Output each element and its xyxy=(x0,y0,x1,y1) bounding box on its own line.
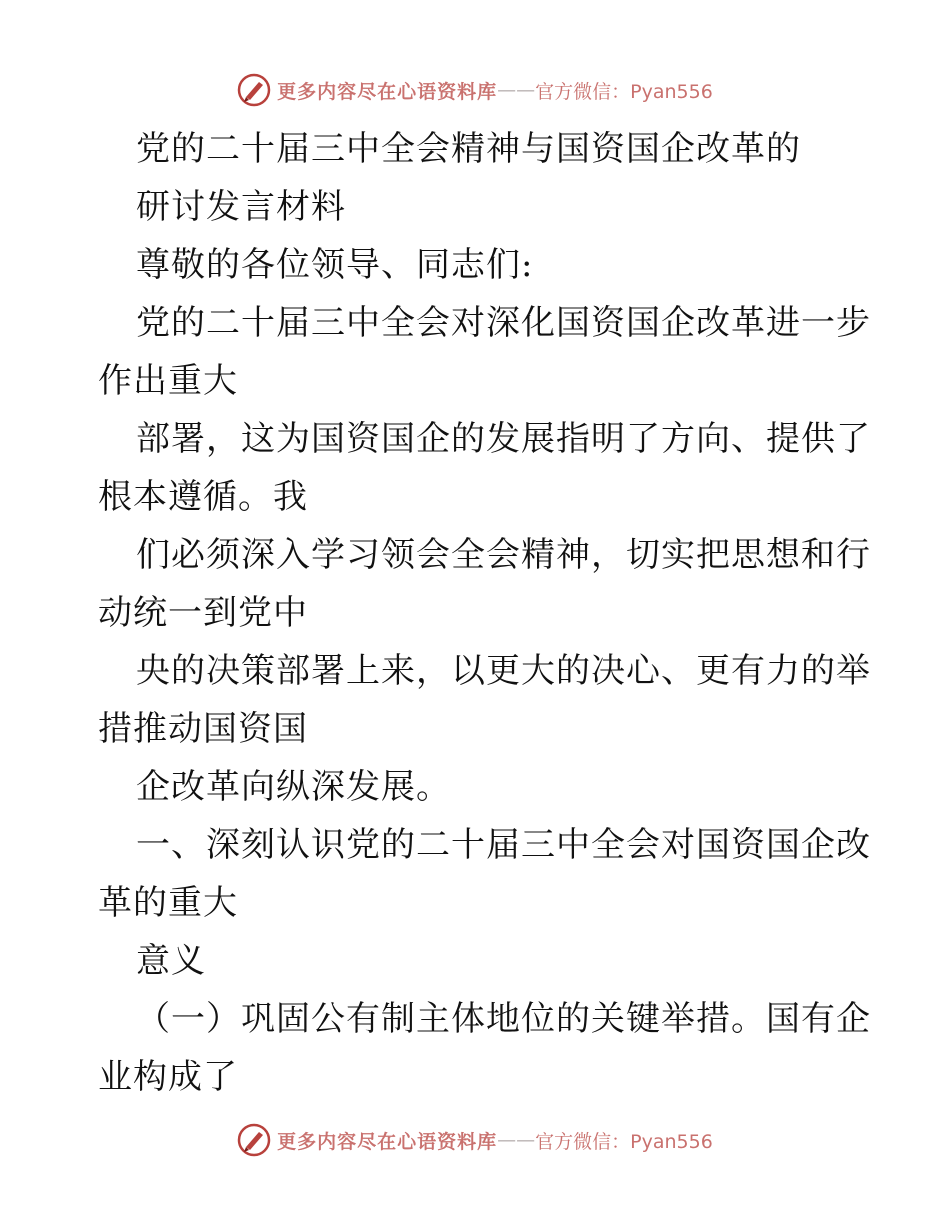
watermark-separator: —— xyxy=(497,79,536,101)
paragraph-line: 措推动国资国 xyxy=(98,709,308,749)
salutation: 尊敬的各位领导、同志们: xyxy=(136,245,534,285)
paragraph-line: 党的二十届三中全会对深化国资国企改革进一步 xyxy=(136,303,871,343)
watermark-header xyxy=(0,70,950,110)
section-heading-line: 意义 xyxy=(136,941,206,981)
watermark-separator: —— xyxy=(497,1129,536,1151)
watermark-contact: 官方微信：Pyan556 xyxy=(535,80,713,103)
section-heading-line: 一、深刻认识党的二十届三中全会对国资国企改 xyxy=(136,825,871,865)
watermark-footer xyxy=(0,1120,950,1160)
pen-logo-icon xyxy=(237,73,271,107)
watermark-main-text: 更多内容尽在心语资料库 xyxy=(277,1130,498,1153)
paragraph-line: 业构成了 xyxy=(98,1057,238,1097)
paragraph-line: 作出重大 xyxy=(98,361,238,401)
paragraph-line: 根本遵循。我 xyxy=(98,477,308,517)
title-line: 研讨发言材料 xyxy=(136,187,346,227)
paragraph-line: 动统一到党中 xyxy=(98,593,308,633)
paragraph-line: 部署，这为国资国企的发展指明了方向、提供了 xyxy=(136,419,871,459)
paragraph-line: 央的决策部署上来，以更大的决心、更有力的举 xyxy=(136,651,871,691)
watermark-contact: 官方微信：Pyan556 xyxy=(535,1130,713,1153)
pen-logo-icon xyxy=(237,1123,271,1157)
watermark-main-text: 更多内容尽在心语资料库 xyxy=(277,80,498,103)
section-heading-line: 革的重大 xyxy=(98,883,238,923)
paragraph-line: 企改革向纵深发展。 xyxy=(136,767,451,807)
paragraph-line: 们必须深入学习领会全会精神，切实把思想和行 xyxy=(136,535,871,575)
title-line: 党的二十届三中全会精神与国资国企改革的 xyxy=(136,129,801,169)
document-body xyxy=(98,120,871,1106)
paragraph-line: （一）巩固公有制主体地位的关键举措。国有企 xyxy=(136,999,871,1039)
